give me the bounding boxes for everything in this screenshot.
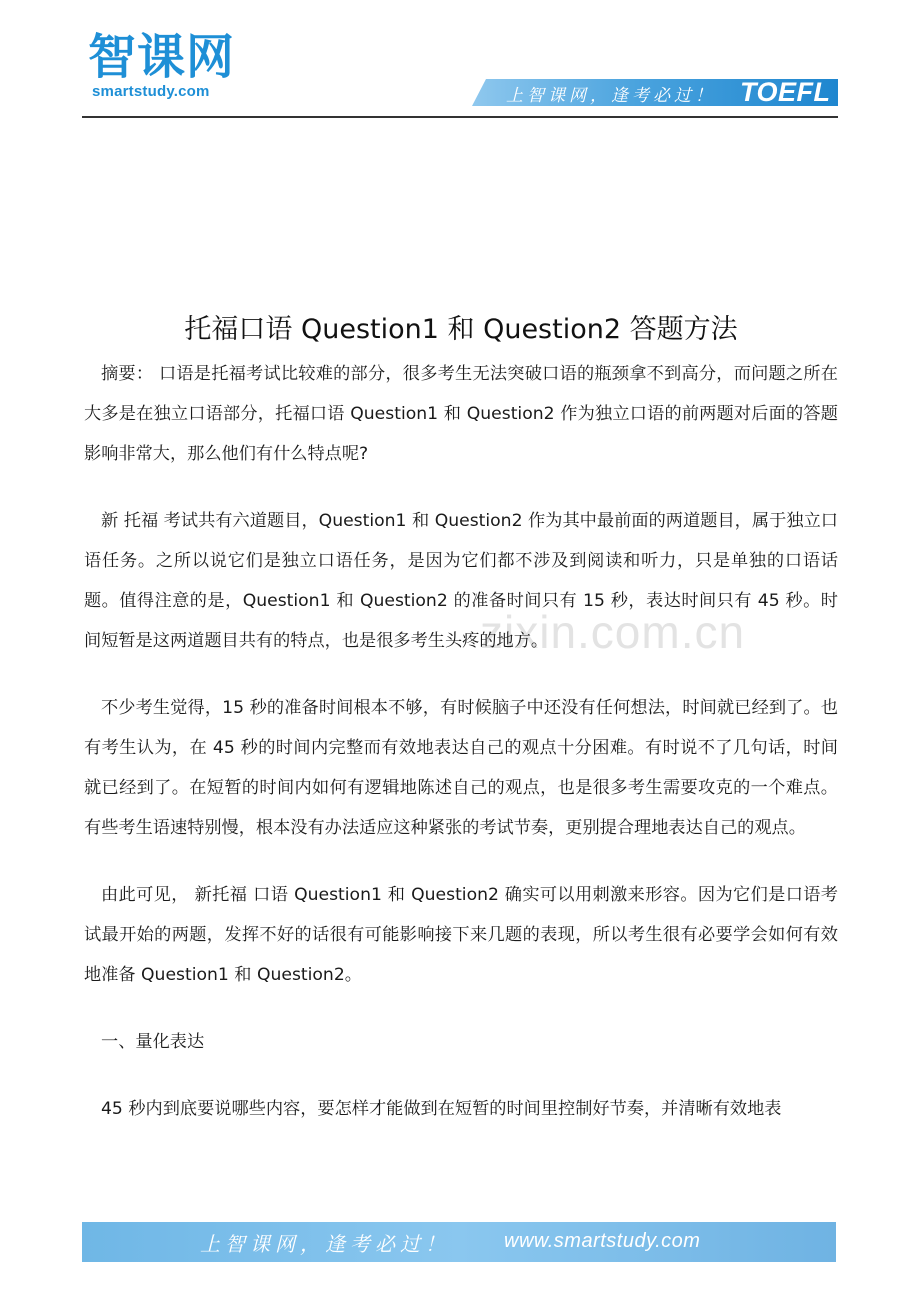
section-heading: 一、量化表达 <box>101 1032 205 1052</box>
watermark: zixin.com.cn <box>480 606 746 658</box>
header-tagline-banner <box>472 79 838 106</box>
body-paragraph: 新 托福 考试共有六道题目，Question1 和 Question2 作为其中最前面的两道题目，属于独立口语任务。之所以说它们是独立口语任务，是因为它们都不涉及到阅读和听力，只是单独的口语话题。值得注意的是，Question1 和 Question2 的准备时间只有 15 秒，表达时间只有 45 秒。时间短暂是这两道题目共有的特点，也是很多考生头疼的地方。 <box>84 511 838 651</box>
body-paragraph: 不少考生觉得，15 秒的准备时间根本不够，有时候脑子中还没有任何想法，时间就已经到了。也有考生认为，在 45 秒的时间内完整而有效地表达自己的观点十分困难。有时说不了几句话，时间就已经到了。在短暂的时间内如何有逻辑地陈述自己的观点，也是很多考生需要攻克的一个难点。有些考生语速特别慢，根本没有办法适应这种紧张的考试节奏，更别提合理地表达自己的观点。 <box>84 698 838 838</box>
body-paragraph: 由此可见， 新托福 口语 Question1 和 Question2 确实可以用刺激来形容。因为它们是口语考试最开始的两题，发挥不好的话很有可能影响接下来几题的表现，所以考生很有必要学会如何有效地准备 Question1 和 Question2。 <box>84 885 838 985</box>
exam-name-badge: TOEFL <box>740 77 831 107</box>
footer-website-link[interactable]: www.smartstudy.com <box>504 1230 701 1252</box>
header-divider <box>82 116 838 118</box>
smartstudy-logo[interactable] <box>88 30 248 102</box>
page-header <box>0 0 920 120</box>
footer-slogan: 上智课网，逢考必过！ <box>200 1232 450 1256</box>
article-body <box>84 300 838 1156</box>
logo-chinese-text: 智课网 <box>88 29 236 85</box>
page-footer <box>82 1222 836 1262</box>
logo-domain-text: smartstudy.com <box>92 83 210 100</box>
header-slogan: 上智课网，逢考必过！ <box>506 86 716 106</box>
abstract-paragraph: 摘要： 口语是托福考试比较难的部分，很多考生无法突破口语的瓶颈拿不到高分，而问题之所在大多是在独立口语部分，托福口语 Question1 和 Question2 作为独立口语的前两题对后面的答题影响非常大，那么他们有什么特点呢? <box>84 364 838 464</box>
body-paragraph: 45 秒内到底要说哪些内容，要怎样才能做到在短暂的时间里控制好节奏，并清晰有效地表 <box>101 1099 782 1119</box>
article-title: 托福口语 Question1 和 Question2 答题方法 <box>184 314 738 345</box>
